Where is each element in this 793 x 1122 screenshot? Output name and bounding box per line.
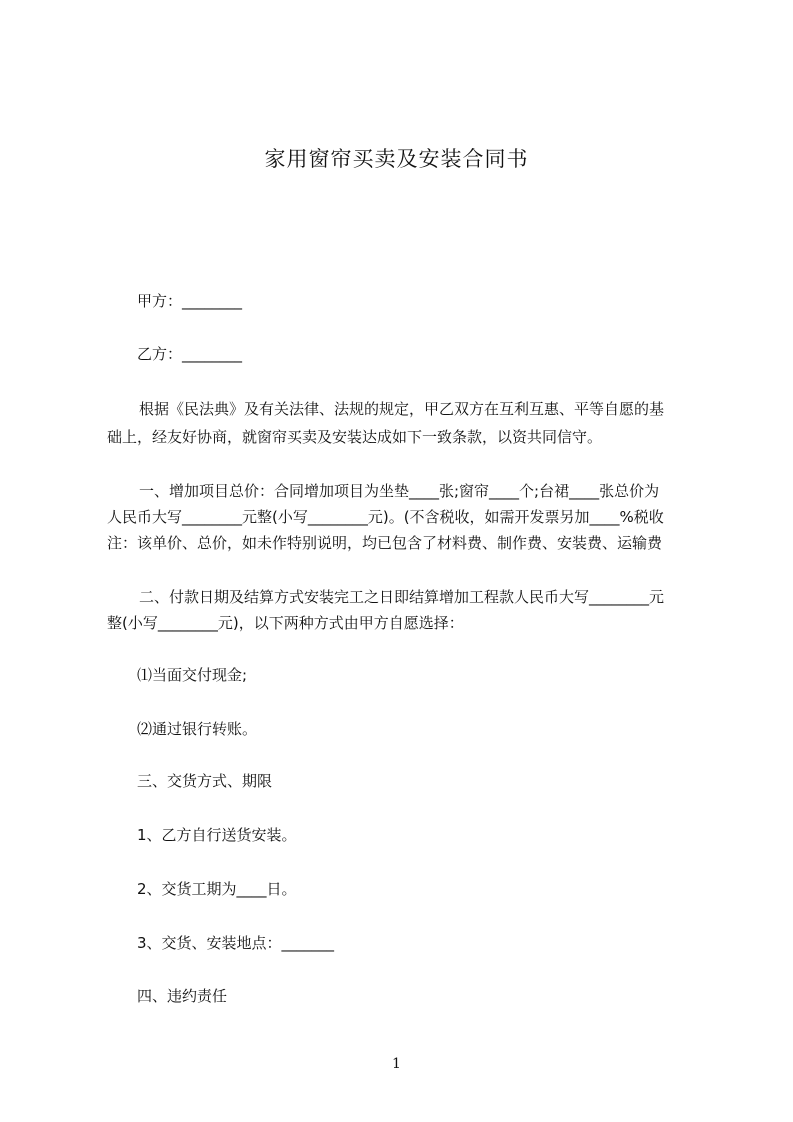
section-4-heading: 四、违约责任	[137, 987, 228, 1005]
section-3-item-1: 1、乙方自行送货安装。	[137, 826, 297, 844]
document-title: 家用窗帘买卖及安装合同书	[264, 147, 529, 171]
page-number: 1	[392, 1056, 401, 1072]
preamble-line-1: 根据《民法典》及有关法律、法规的规定，甲乙双方在互利互惠、平等自愿的基	[139, 400, 665, 418]
section-3-item-2: 2、交货工期为____日。	[137, 880, 297, 898]
party-b-line: 乙方：________	[137, 345, 243, 363]
payment-option-2: ⑵通过银行转账。	[137, 720, 258, 738]
party-a-line: 甲方：________	[137, 292, 243, 310]
payment-option-1: ⑴当面交付现金;	[137, 666, 248, 684]
section-3-heading: 三、交货方式、期限	[137, 772, 273, 790]
section-2-line-1: 二、付款日期及结算方式安装完工之日即结算增加工程款人民币大写________元	[139, 588, 665, 606]
section-1-line-1: 一、增加项目总价：合同增加项目为坐垫____张;窗帘____个;台裙____张总价为	[139, 482, 660, 500]
section-1-line-2: 人民币大写________元整(小写________元)。(不含税收，如需开发票另加____%税收	[107, 508, 664, 526]
section-3-item-3: 3、交货、安装地点：_______	[137, 934, 335, 952]
preamble-line-2: 础上，经友好协商，就窗帘买卖及安装达成如下一致条款，以资共同信守。	[107, 428, 603, 446]
section-2-line-2: 整(小写________元)，以下两种方式由甲方自愿选择：	[107, 614, 464, 632]
section-1-line-3: 注：该单价、总价，如未作特别说明，均已包含了材料费、制作费、安装费、运输费	[107, 534, 663, 552]
